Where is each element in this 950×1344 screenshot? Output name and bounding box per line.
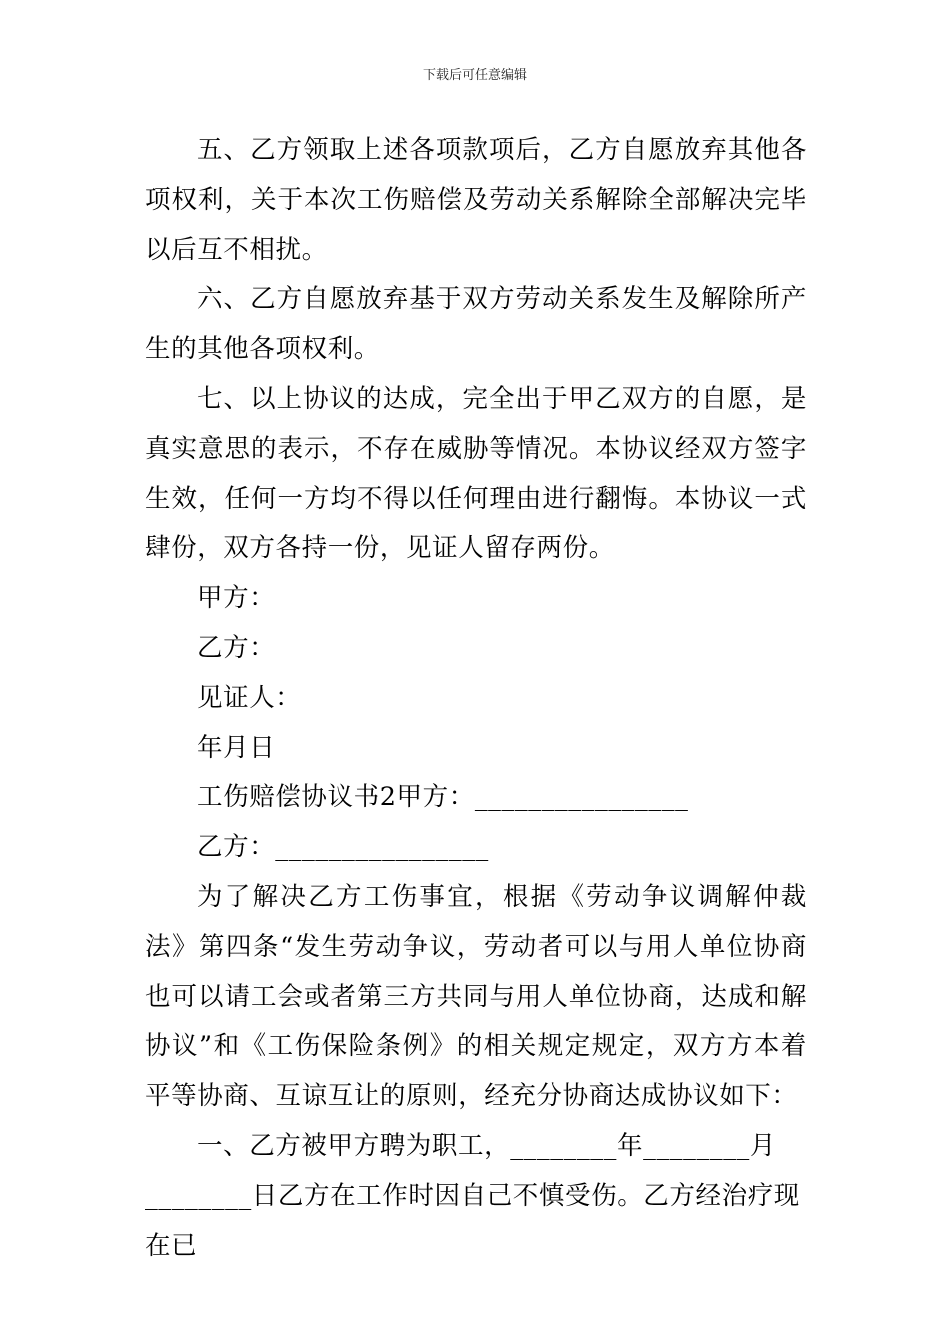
agreement-two-intro: 为了解决乙方工伤事宜，根据《劳动争议调解仲裁法》第四条“发生劳动争议，劳动者可以与用人单位协商也可以请工会或者第三方共同与用人单位协商，达成和解协议”和《工伤保险条例》的相关规定规定，双方方本着平等协商、互谅互让的原则，经充分协商达成协议如下： [145, 881, 807, 1112]
clause-five: 五、乙方领取上述各项款项后，乙方自愿放弃其他各项权利，关于本次工伤赔偿及劳动关系解除全部解决完毕以后互不相扰。 [145, 135, 807, 265]
party-b-signature: 乙方： [197, 632, 276, 663]
clause-seven: 七、以上协议的达成，完全出于甲乙双方的自愿，是真实意思的表示，不存在威胁等情况。本协议经双方签字生效，任何一方均不得以任何理由进行翻悔。本协议一式肆份，双方各持一份，见证人留存两份。 [145, 383, 807, 564]
party-a-signature: 甲方： [197, 583, 276, 614]
agreement-two-title: 工伤赔偿协议书2甲方：________________ [197, 782, 689, 813]
agreement-two-party-b: 乙方：________________ [197, 832, 489, 863]
document-body [145, 126, 807, 1271]
agreement-two-clause-one: 一、乙方被甲方聘为职工，________年________月________日乙方在工作时因自己不慎受伤。乙方经治疗现在已 [145, 1130, 800, 1261]
signature-date: 年月日 [197, 732, 276, 763]
page-header: 下载后可任意编辑 [422, 68, 527, 83]
clause-six: 六、乙方自愿放弃基于双方劳动关系发生及解除所产生的其他各项权利。 [145, 284, 807, 365]
witness-signature: 见证人： [197, 682, 302, 713]
